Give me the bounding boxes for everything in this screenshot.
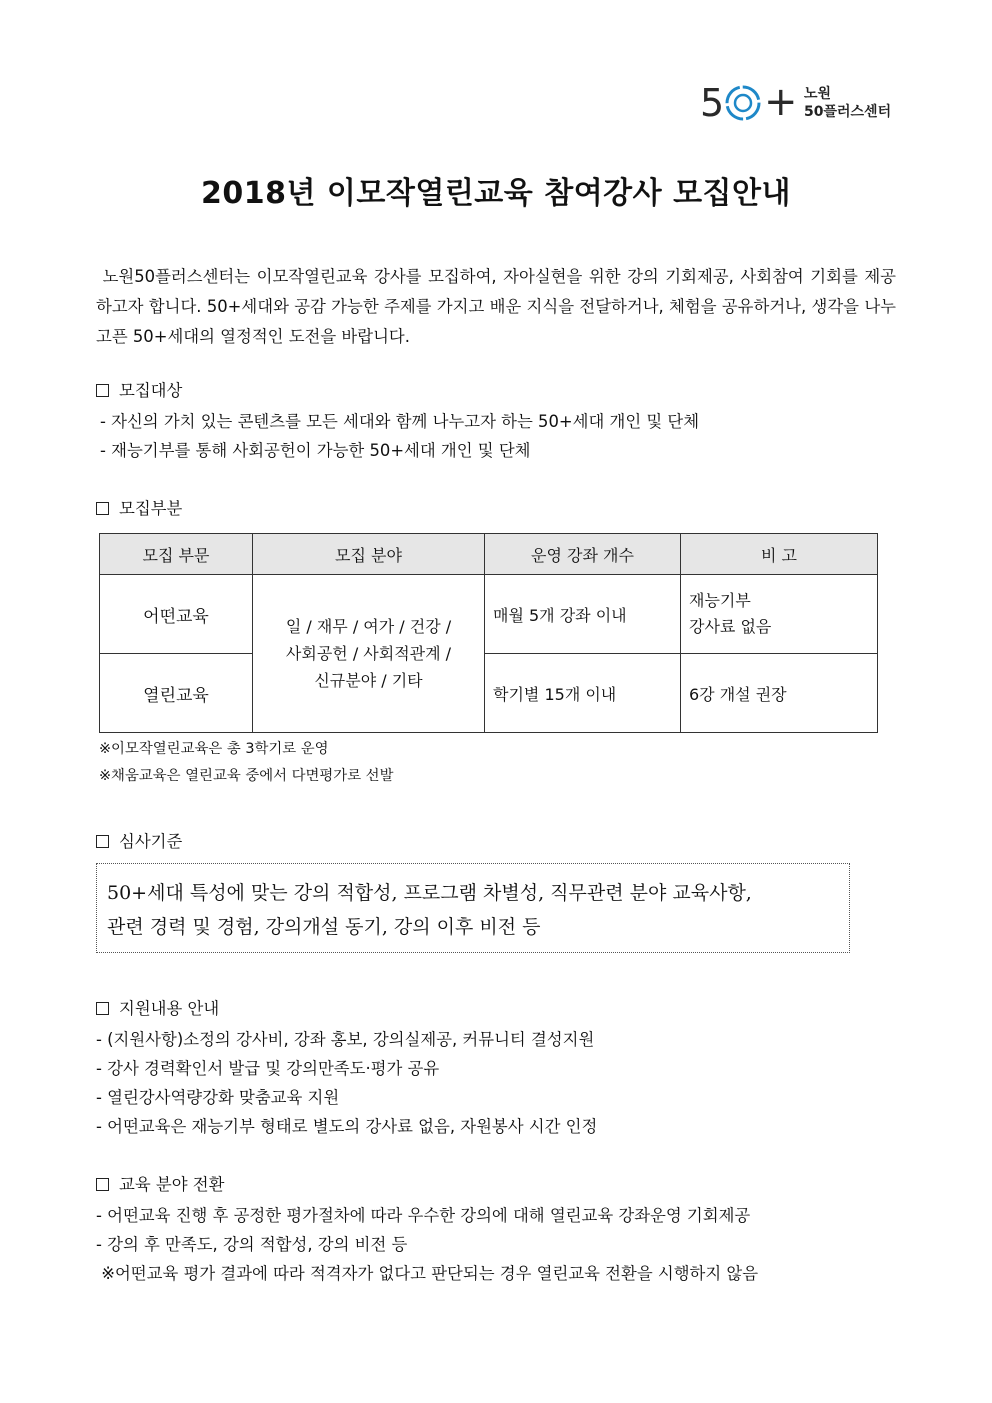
section-transition-title: 교육 분야 전환 xyxy=(119,1175,225,1194)
checkbox-square-icon xyxy=(96,1002,109,1015)
checkbox-square-icon xyxy=(96,835,109,848)
table-cell-category: 열린교육 xyxy=(100,654,253,733)
table-row xyxy=(100,575,878,654)
logo-plus: + xyxy=(764,79,798,125)
fields-line: 신규분야 / 기타 xyxy=(314,671,423,690)
list-item: - 어떤교육은 재능기부 형태로 별도의 강사료 없음, 자원봉사 시간 인정 xyxy=(96,1117,598,1136)
table-row xyxy=(100,654,878,733)
criteria-line: 50+세대 특성에 맞는 강의 적합성, 프로그램 차별성, 직무관련 분야 교육사항, xyxy=(107,882,752,904)
section-target-title: 모집대상 xyxy=(119,381,183,400)
ring-icon xyxy=(724,84,762,122)
note-line: 강사료 없음 xyxy=(689,617,772,636)
logo-number: 5 xyxy=(700,81,725,125)
table-header-cell: 모집 분야 xyxy=(253,534,485,575)
section-support-heading xyxy=(96,997,219,1021)
logo xyxy=(700,80,900,130)
list-item: - 어떤교육 진행 후 공정한 평가절차에 따라 우수한 강의에 대해 열린교육 강좌운영 기회제공 xyxy=(96,1206,751,1225)
logo-org-name xyxy=(804,85,891,121)
table-header-cell: 비 고 xyxy=(681,534,878,575)
fields-line: 사회공헌 / 사회적관계 / xyxy=(285,644,452,663)
criteria-box xyxy=(96,863,850,953)
footnote: ※이모작열린교육은 총 3학기로 운영 xyxy=(99,741,329,757)
table-cell-courses: 학기별 15개 이내 xyxy=(485,654,681,733)
list-item: - (지원사항)소정의 강사비, 강좌 홍보, 강의실제공, 커뮤니티 결성지원 xyxy=(96,1030,595,1049)
checkbox-square-icon xyxy=(96,1178,109,1191)
list-item: - 재능기부를 통해 사회공헌이 가능한 50+세대 개인 및 단체 xyxy=(100,441,531,460)
checkbox-square-icon xyxy=(96,384,109,397)
transition-list xyxy=(96,1201,906,1288)
note-line: 재능기부 xyxy=(689,591,751,610)
table-cell-note xyxy=(681,575,878,654)
logo-org-line2: 50플러스센터 xyxy=(804,104,892,120)
logo-org-line1: 노원 xyxy=(804,86,832,102)
section-criteria-heading xyxy=(96,830,182,854)
target-list xyxy=(100,407,910,465)
checkbox-square-icon xyxy=(96,502,109,515)
document-title: 2018년 이모작열린교육 참여강사 모집안내 xyxy=(200,176,791,211)
table-header-cell: 운영 강좌 개수 xyxy=(485,534,681,575)
footnote: ※채움교육은 열린교육 중에서 다면평가로 선발 xyxy=(99,768,394,784)
fields-line: 일 / 재무 / 여가 / 건강 / xyxy=(285,617,452,636)
list-item: - 강의 후 만족도, 강의 적합성, 강의 비전 등 xyxy=(96,1235,408,1254)
list-item: ※어떤교육 평가 결과에 따라 적격자가 없다고 판단되는 경우 열린교육 전환을 시행하지 않음 xyxy=(96,1264,759,1283)
table-cell-courses: 매월 5개 강좌 이내 xyxy=(485,575,681,654)
table-cell-fields xyxy=(253,575,485,733)
list-item: - 열린강사역량강화 맞춤교육 지원 xyxy=(96,1088,340,1107)
section-criteria-title: 심사기준 xyxy=(119,832,183,851)
support-list xyxy=(96,1025,906,1141)
intro-paragraph xyxy=(96,262,896,352)
section-transition-heading xyxy=(96,1173,224,1197)
table-header-cell: 모집 부문 xyxy=(100,534,253,575)
intro-text: 노원50플러스센터는 이모작열린교육 강사를 모집하여, 자아실현을 위한 강의 기회제공, 사회참여 기회를 제공하고자 합니다. 50+세대와 공감 가능한 주제를 가지고 배운 지식을 전달하거나, 체험을 공유하거나, 생각을 나누고픈 50+세대의 열정적인 도전을 바랍니다. xyxy=(96,267,896,346)
table-header-row xyxy=(100,534,878,575)
section-support-title: 지원내용 안내 xyxy=(119,999,220,1018)
table-footnotes xyxy=(99,736,393,790)
section-division-title: 모집부분 xyxy=(119,499,183,518)
section-division-heading xyxy=(96,497,182,521)
list-item: - 자신의 가치 있는 콘텐츠를 모든 세대와 함께 나누고자 하는 50+세대 개인 및 단체 xyxy=(100,412,700,431)
table-cell-note: 6강 개설 권장 xyxy=(681,654,878,733)
criteria-line: 관련 경력 및 경험, 강의개설 동기, 강의 이후 비전 등 xyxy=(107,916,541,938)
recruit-table xyxy=(99,533,878,733)
list-item: - 강사 경력확인서 발급 및 강의만족도·평가 공유 xyxy=(96,1059,440,1078)
table-cell-category: 어떤교육 xyxy=(100,575,253,654)
section-target-heading xyxy=(96,379,182,403)
